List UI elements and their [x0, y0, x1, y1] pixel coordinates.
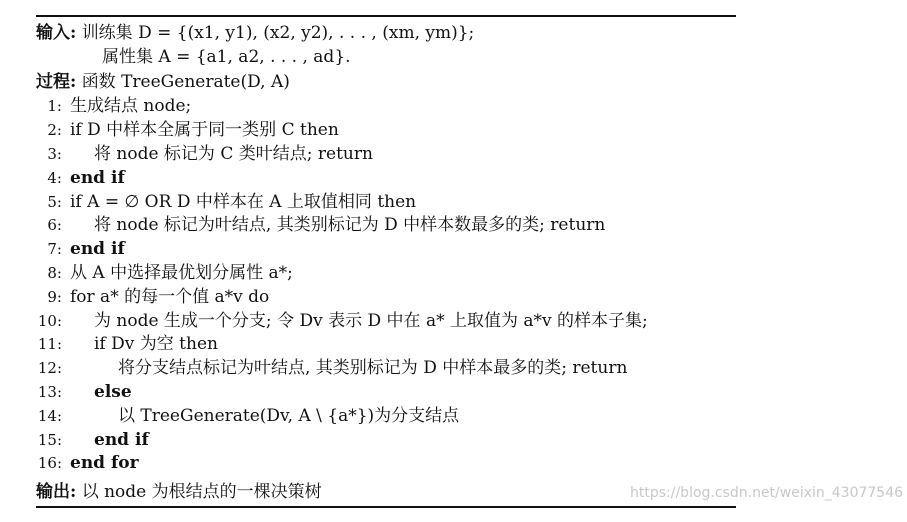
- step-text: if A = ∅ OR D 中样本在 A 上取值相同 then: [70, 192, 417, 212]
- step-3: [36, 142, 373, 166]
- step-number: 4:: [47, 169, 62, 187]
- output-label: 输出:: [36, 482, 77, 502]
- step-text: 为 node 生成一个分支; 令 Dv 表示 D 中在 a* 上取值为 a*v 的样本子集;: [94, 311, 648, 331]
- step-12: [36, 356, 627, 380]
- step-14: [36, 404, 459, 428]
- step-1: [36, 94, 191, 118]
- process-label: 过程:: [36, 72, 77, 92]
- step-16: [36, 451, 139, 475]
- step-number: 9:: [47, 288, 62, 306]
- step-text: end for: [70, 453, 139, 473]
- step-number: 8:: [47, 264, 62, 282]
- bottom-rule: [36, 506, 736, 508]
- step-text: 从 A 中选择最优划分属性 a*;: [70, 263, 293, 283]
- step-text: else: [94, 382, 132, 402]
- input-line-2: [102, 45, 351, 69]
- step-number: 13:: [37, 383, 62, 401]
- step-number: 11:: [37, 335, 62, 353]
- output-text: 以 node 为根结点的一棵决策树: [81, 482, 322, 502]
- watermark-text: https://blog.csdn.net/weixin_43077546: [630, 485, 904, 501]
- step-15: [36, 428, 149, 452]
- step-text: 生成结点 node;: [70, 96, 192, 116]
- step-8: [36, 261, 293, 285]
- step-number: 14:: [37, 407, 62, 425]
- step-number: 1:: [47, 97, 62, 115]
- input-line-1: [36, 21, 474, 45]
- step-4: [36, 166, 125, 190]
- step-number: 15:: [37, 431, 62, 449]
- step-13: [36, 380, 132, 404]
- step-11: [36, 332, 218, 356]
- step-text: 将 node 标记为 C 类叶结点; return: [94, 144, 373, 164]
- input-label: 输入:: [36, 23, 77, 43]
- step-text: for a* 的每一个值 a*v do: [70, 287, 270, 307]
- step-number: 5:: [47, 193, 62, 211]
- step-text: end if: [70, 168, 125, 188]
- process-line: [36, 70, 290, 94]
- step-number: 16:: [37, 454, 62, 472]
- step-text: 将分支结点标记为叶结点, 其类别标记为 D 中样本最多的类; return: [118, 358, 628, 378]
- step-7: [36, 237, 125, 261]
- step-5: [36, 190, 416, 214]
- input-attribute-set: 属性集 A = {a1, a2, . . . , ad}.: [102, 47, 351, 67]
- input-training-set: 训练集 D = {(x1, y1), (x2, y2), . . . , (xm, ym)};: [81, 23, 475, 43]
- step-number: 3:: [47, 145, 62, 163]
- step-number: 12:: [37, 359, 62, 377]
- step-text: if D 中样本全属于同一类别 C then: [70, 120, 339, 140]
- step-text: end if: [70, 239, 125, 259]
- step-2: [36, 118, 339, 142]
- process-text: 函数 TreeGenerate(D, A): [81, 72, 290, 92]
- step-text: end if: [94, 430, 149, 450]
- step-9: [36, 285, 269, 309]
- step-10: [36, 309, 648, 333]
- step-number: 2:: [47, 121, 62, 139]
- step-number: 10:: [37, 312, 62, 330]
- step-text: 将 node 标记为叶结点, 其类别标记为 D 中样本数最多的类; return: [94, 215, 606, 235]
- step-6: [36, 213, 605, 237]
- step-text: if Dv 为空 then: [94, 334, 218, 354]
- step-number: 7:: [47, 240, 62, 258]
- step-text: 以 TreeGenerate(Dv, A \ {a*})为分支结点: [118, 406, 460, 426]
- top-rule: [36, 15, 736, 17]
- output-line: [36, 480, 322, 504]
- step-number: 6:: [47, 216, 62, 234]
